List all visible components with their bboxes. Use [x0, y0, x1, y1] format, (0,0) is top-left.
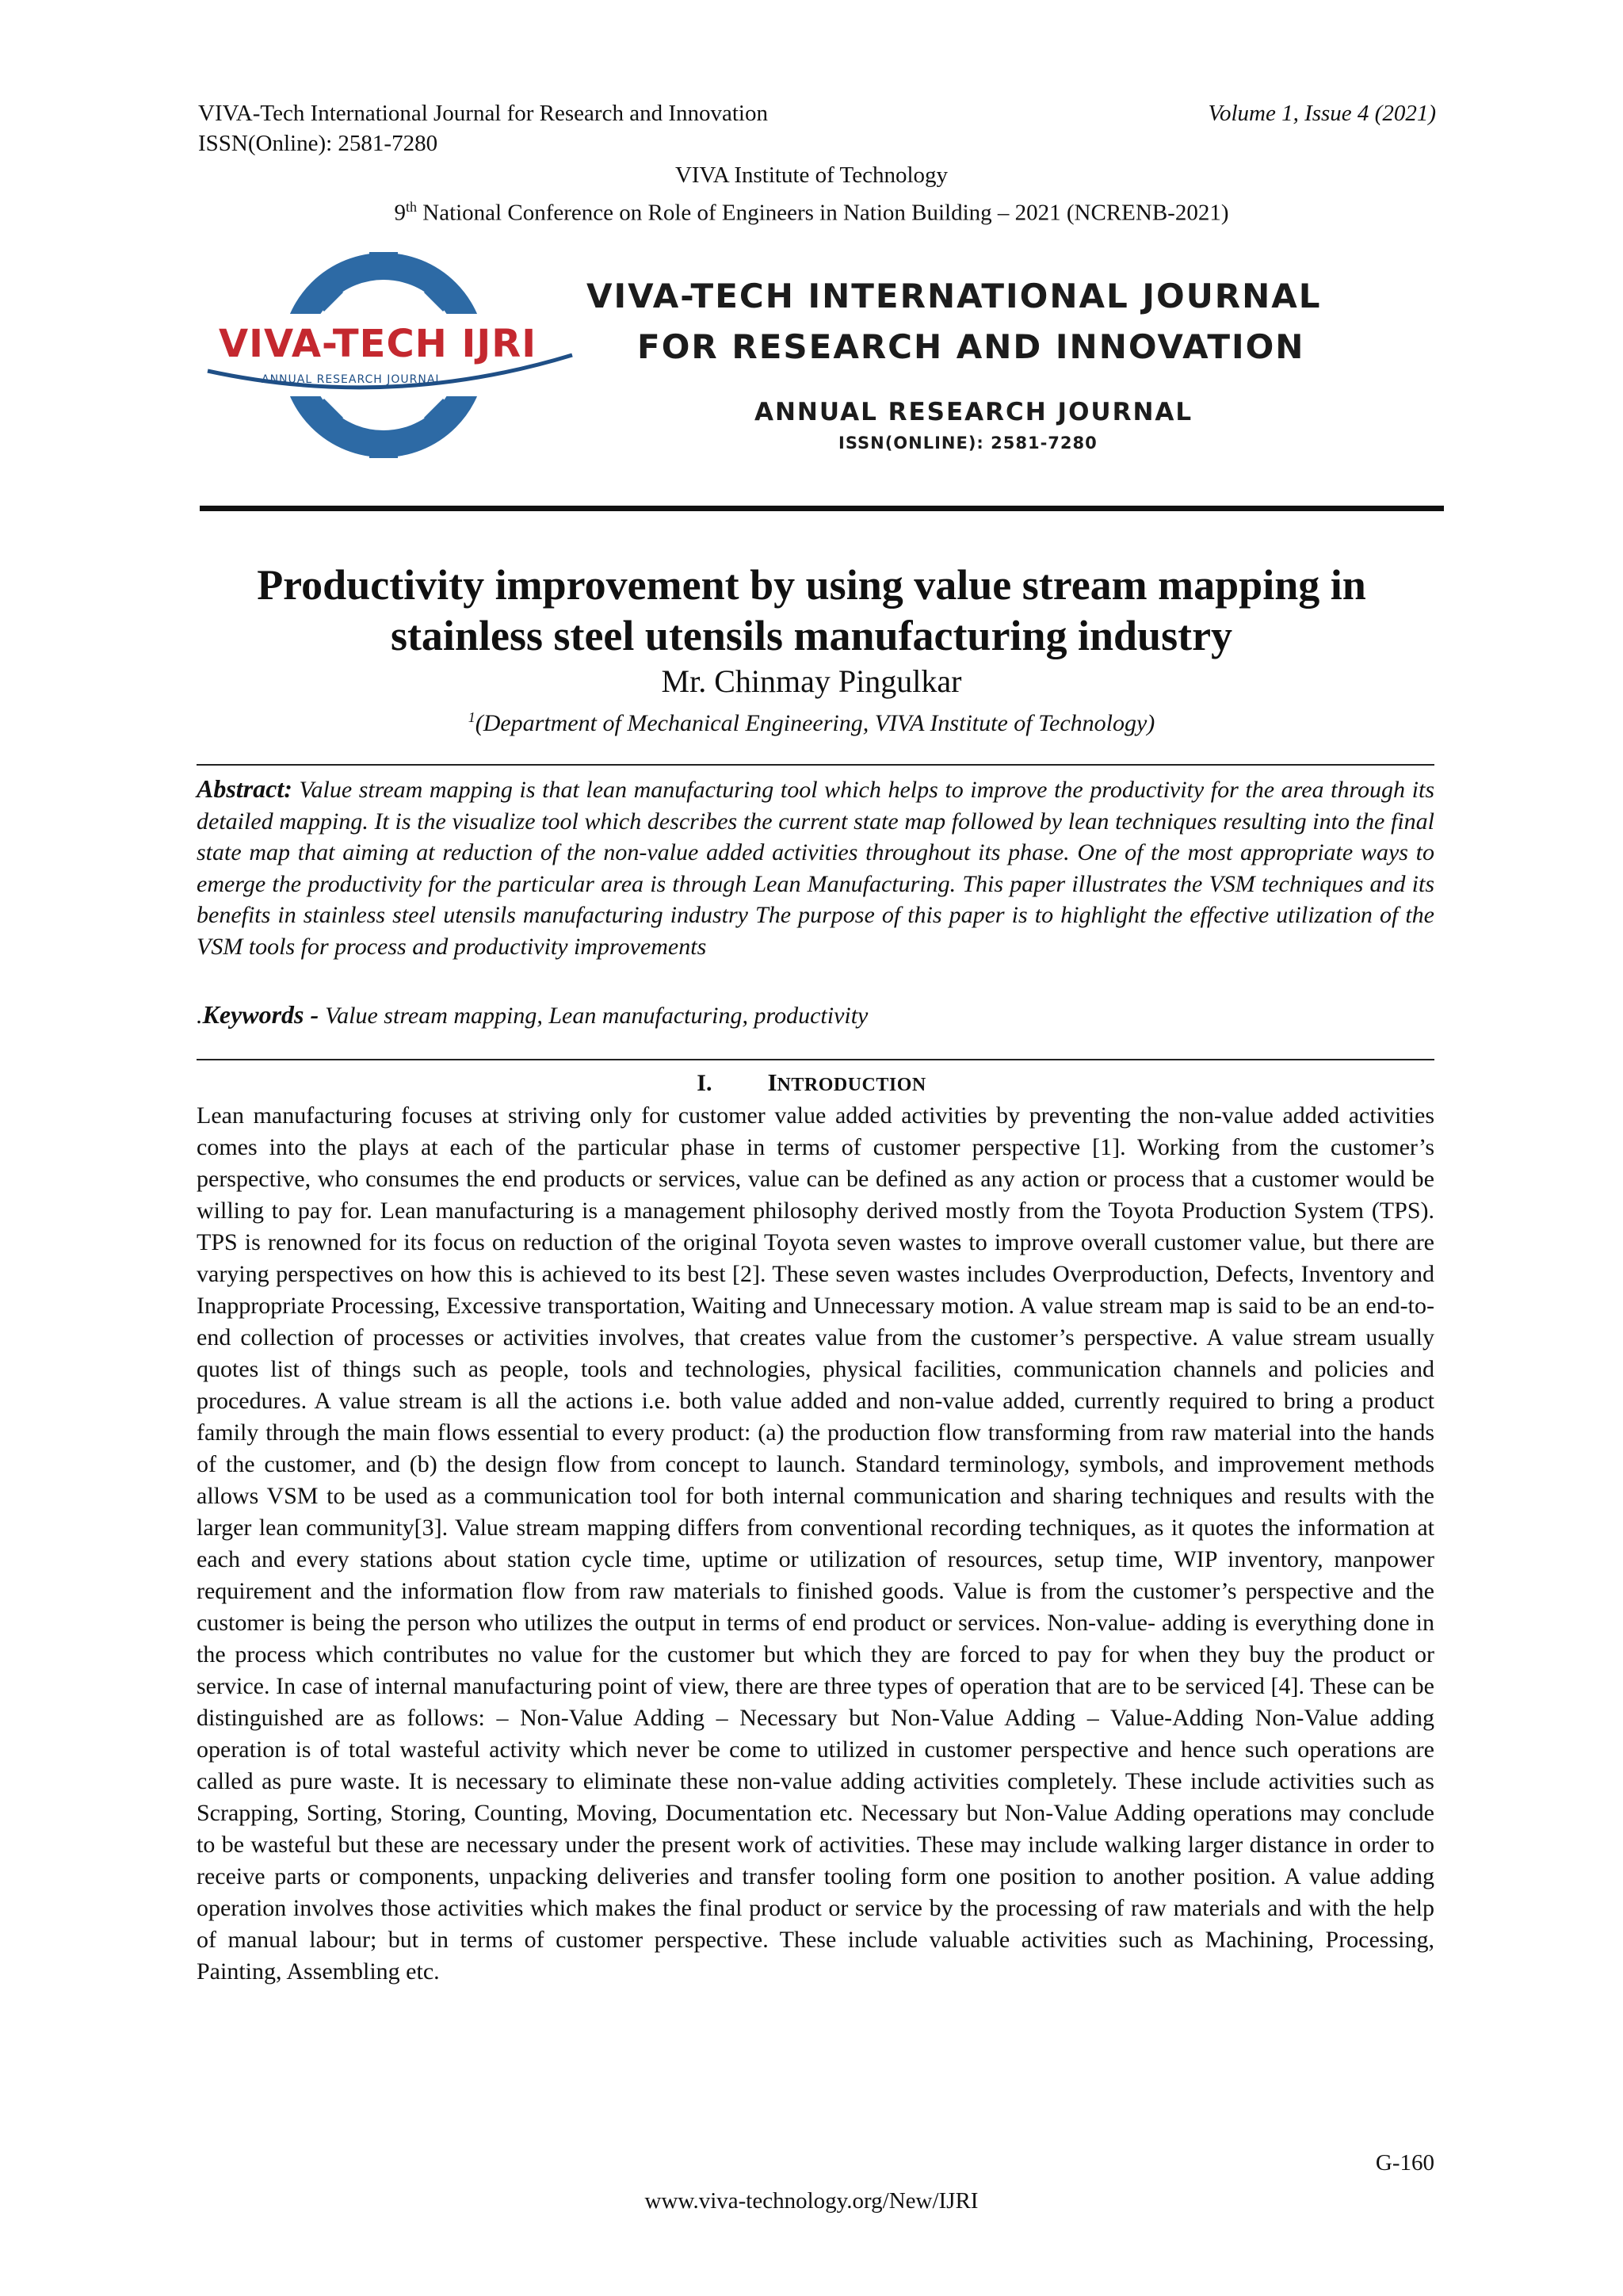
banner-rule [200, 506, 1444, 511]
abstract-text: Value stream mapping is that lean manufacturing tool which helps to improve the productivity for the area through its detailed mapping. It is the visualize tool which describes the current state map followed by lean techniques resulting into the final state map that aiming at reduction of the non-value added activities throughout its phase. One of the most appropriate ways to emerge the productivity for the particular area is through Lean Manufacturing. This paper illustrates the VSM techniques and its benefits in stainless steel utensils manufacturing industry The purpose of this paper is to highlight the effective utilization of the VSM tools for process and productivity improvements [197, 777, 1434, 960]
journal-name: VIVA-Tech International Journal for Research and Innovation [198, 101, 768, 126]
keywords-label: Keywords - [202, 1000, 326, 1029]
section-number: I. [697, 1070, 712, 1096]
keywords-text: Value stream mapping, Lean manufacturing, productivity [325, 1003, 869, 1029]
abstract-label: Abstract: [197, 774, 292, 803]
paper-title-line-2: stainless steel utensils manufacturing industry [390, 612, 1233, 659]
page-number: G-160 [1375, 2150, 1434, 2176]
banner-line-2: FOR RESEARCH AND INNOVATION [637, 327, 1305, 366]
banner-line-4: ISSN(ONLINE): 2581-7280 [838, 434, 1098, 453]
volume-issue: Volume 1, Issue 4 (2021) [1208, 101, 1436, 126]
section-heading: I. INTRODUCTION [0, 1067, 1623, 1101]
abstract-bottom-rule [197, 1059, 1434, 1060]
abstract [197, 774, 1434, 963]
introduction-paragraph: Lean manufacturing focuses at striving only for customer value added activities by preventing the non-value added activities comes into the plays at each of the particular phase in terms of customer perspective [1]. Working from the customer’s perspective, who consumes the end products or services, value can be defined as any action or process that a customer would be willing to pay for. Lean manufacturing is a management philosophy derived mostly from the Toyota Production System (TPS). TPS is renowned for its focus on reduction of the original Toyota seven wastes to improve overall customer value, but there are varying perspectives on how this is achieved to its best [2]. These seven wastes includes Overproduction, Defects, Inventory and Inappropriate Processing, Excessive transportation, Waiting and Unnecessary motion. A value stream map is said to be an end-to-end collection of processes or activities involves, that creates value from the customer’s perspective. A value stream usually quotes list of things such as people, tools and technologies, physical facilities, communication channels and policies and procedures. A value stream is all the actions i.e. both value added and non-value added, currently required to bring a product family through the main flows essential to every product: (a) the production flow transforming from raw material into the hands of the customer, and (b) the design flow from concept to launch. Standard terminology, symbols, and improvement methods allows VSM to be used as a communication tool for both internal communication and sharing techniques and results with the larger lean community[3]. Value stream mapping differs from conventional recording techniques, as it quotes the information at each and every stations about station cycle time, uptime or utilization of resources, setup time, WIP inventory, manpower requirement and the information flow from raw materials to finished goods. Value is from the customer’s perspective and the customer is being the person who utilizes the output in terms of end product or services. Non-value- adding is everything done in the process which contributes no value for the customer but which they are forced to pay for when they buy the product or service. In case of internal manufacturing point of view, there are three types of operation that are to be serviced [4]. These can be distinguished are as follows: – Non-Value Adding – Necessary but Non-Value Adding – Value-Adding Non-Value adding operation is of total wasteful activity which never be come to utilized in customer perspective and hence such operations are called as pure waste. It is necessary to eliminate these non-value adding activities completely. These include activities such as Scrapping, Sorting, Storing, Counting, Moving, Documentation etc. Necessary but Non-Value Adding operations may conclude to be wasteful but these are necessary under the present work of activities. These may include walking larger distance in order to receive parts or components, unpacking deliveries and transfer tooling form one position to another position. A value adding operation involves those activities which makes the final product or service by the processing of raw materials and with the help of manual labour; but in terms of customer perspective. These include valuable activities such as Machining, Processing, Painting, Assembling etc. [197, 1102, 1434, 1985]
banner-line-1: VIVA-TECH INTERNATIONAL JOURNAL [586, 277, 1322, 315]
issn: ISSN(Online): 2581-7280 [198, 131, 438, 156]
conference-name: 9th National Conference on Role of Engineers in Nation Building – 2021 (NCRENB-2021) [394, 199, 1229, 226]
paper-title-line-1: Productivity improvement by using value stream mapping in [257, 561, 1366, 609]
footer-url: www.viva-technology.org/New/IJRI [644, 2188, 979, 2214]
author-name: Mr. Chinmay Pingulkar [661, 663, 962, 699]
institute-name: VIVA Institute of Technology [674, 162, 949, 188]
logo-main-text: VIVA-TECH IJRI [219, 322, 537, 366]
abstract-top-rule [197, 764, 1434, 766]
keywords: .Keywords - Value stream mapping, Lean manufacturing, productivity [197, 1000, 869, 1029]
banner-line-3: ANNUAL RESEARCH JOURNAL [754, 398, 1193, 426]
author-affiliation: $^1$(Department of Mechanical Engineering, VIVA Institute of Technology) [468, 709, 1155, 736]
journal-logo [200, 252, 580, 458]
logo-sub-text: ANNUAL RESEARCH JOURNAL [262, 373, 443, 386]
